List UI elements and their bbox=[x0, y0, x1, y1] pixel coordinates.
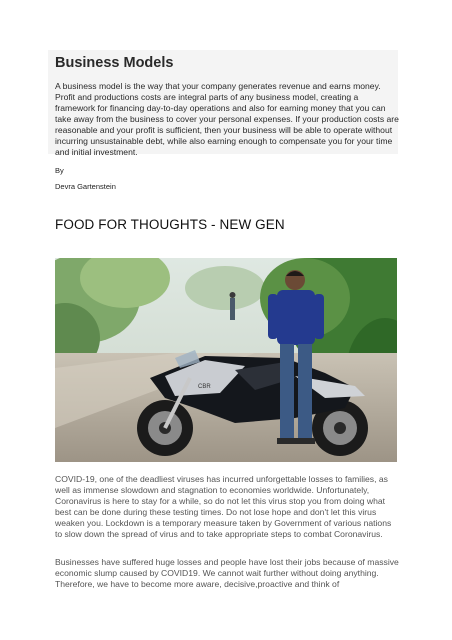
paragraph-business: Businesses have suffered huge losses and people have lost their jobs because of massive economic slump caused by COVID19. We cannot wait further without doing anything. Therefore, we have to become more aware, decisive,proactive and think of bbox=[55, 557, 399, 589]
page-heading: Business Models bbox=[55, 55, 174, 71]
paragraph-covid: COVID-19, one of the deadliest viruses has incurred unforgettable losses to families, as well as immense slowdown and stagnation to economies worldwide. Unfortunately, Coronavirus is here to stay for a while, so do not let this virus stop you from doing what best can be done during these testing times. Do not lose hope and don't let this virus weaken you. Lockdown is a temporary measure taken by Government of various nations to slow down the spread of virus and to take appropriate steps to combat Coronavirus. bbox=[55, 474, 392, 539]
intro-paragraph: A business model is the way that your company generates revenue and earns money. Profit and productions costs are integral parts of any business model, creating a framework for financing day-to-day operations and also for earning money that you can take away from the business to cover your personal expenses. If your production costs are reasonable and your profit is sufficient, then your business will be able to operate without incurring unsustainable debt, while also earning enough to compensate you for your time and initial investment. bbox=[55, 81, 399, 157]
byline-label: By bbox=[55, 166, 64, 175]
author-name: Devra Gartenstein bbox=[55, 182, 116, 191]
motorcycle-photo-illustration bbox=[55, 258, 397, 462]
bike-logo: CBR bbox=[198, 384, 211, 390]
section-title: FOOD FOR THOUGHTS - NEW GEN bbox=[55, 217, 285, 232]
motorcycle-photo bbox=[55, 258, 397, 462]
